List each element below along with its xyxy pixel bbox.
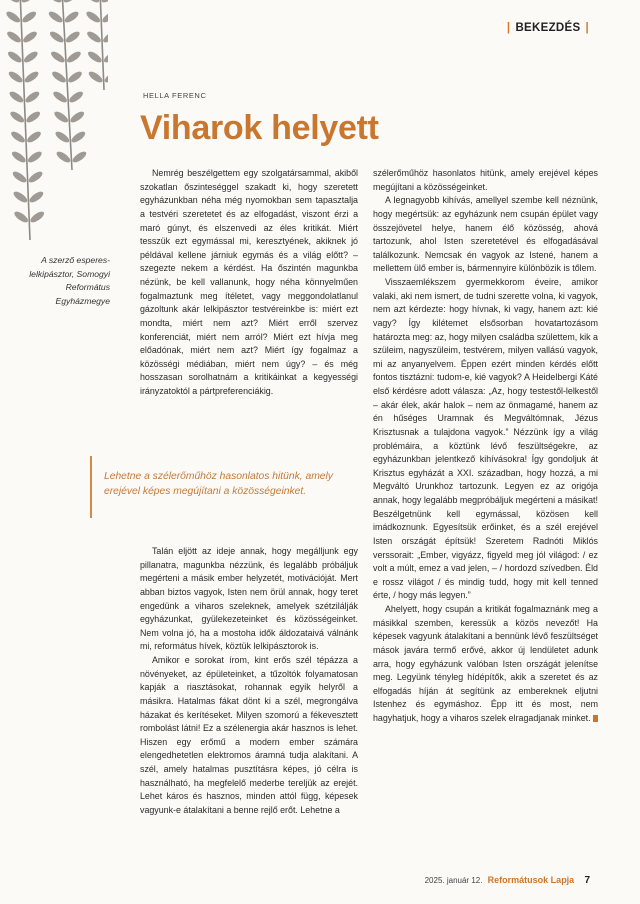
leaf-shape	[69, 110, 86, 125]
leaf-shape	[24, 90, 41, 105]
leaf-shape	[10, 150, 27, 165]
paragraph: szélerőműhöz hasonlatos hitünk, amely erejével képes megújítani a közösségeinket.	[373, 168, 598, 192]
stem	[62, 0, 72, 170]
leaf-shape	[68, 90, 85, 105]
leaf-shape	[86, 50, 103, 65]
leaf-shape	[85, 10, 102, 25]
leaf-shape	[71, 150, 88, 165]
leaf-shape	[64, 30, 81, 45]
leaf-shape	[70, 130, 87, 145]
leaf-shape	[85, 30, 102, 45]
leaf-shape	[26, 150, 43, 165]
leaf-shape	[9, 110, 26, 125]
publication-name: Reformátusok Lapja	[487, 875, 575, 885]
leaf-shape	[21, 10, 38, 25]
leaf-shape	[46, 0, 63, 4]
tag-bar-right: |	[585, 22, 589, 34]
leaf-shape	[12, 190, 29, 205]
leaf-shape	[25, 130, 42, 145]
page-footer	[425, 875, 590, 886]
paragraph: Visszaemlékszem gyermekkorom éveire, amikor valaki, aki nem ismert, de tudni szerette volna, ki vagyok, nem azt kérdezte: hogy hívnak, ki vagy, hanem azt: kié vagy? Így kilétemet elsősorban hovatartozásom határozta meg: az, hogy milyen családba születtem, kik a szüleim, nagyszüleim, testvérem, milyen vallású vagyok, mi az anyanyelvem. Éppen ezért minden kérdés előtt fontos tisztázni: tudom-e, kié vagyok? A Heidelbergi Káté első kérdésre adott válasza: „Az, hogy testestől-lelkestől – akár élek, akár halok – nem az önmagamé, hanem az én hűséges Uramnak és Megváltómnak, Jézus Krisztusnak a tulajdona vagyok.” Nézzünk így a világ problémáira, a köztünk lévő feszültségekre, az egyházunkban jelentkező kihívásokra! Így gondoljuk át Krisztus egyházát a XXI. században, hogy hozzá, a mi Megváltó Urunkhoz tartozunk. Legyen ez az origója annak, hogy legalább megpróbáljuk megérteni a másikat! Beszélgetnünk kell egymással, közösen kell imádkoznunk. Egyesítsük erőinket, és a szél erejével Isten országát építsük! Szeretem Radnóti Miklós verssorait: „Ember, vigyázz, figyeld meg jól világod: / ez volt a múlt, emez a vad jelen, – / hordozd szívedben. Éld e rossz világot / és mindig tudd, hogy mit kell tenned érte, / hogy más legyen.”	[373, 277, 598, 601]
paragraph-last	[373, 603, 598, 726]
section-label: BEKEZDÉS	[515, 22, 581, 34]
leaf-shape	[28, 190, 45, 205]
leaf-shape	[11, 170, 28, 185]
article-title: Viharok helyett	[140, 109, 379, 147]
tag-bar-left: |	[506, 22, 511, 34]
leaf-shape	[49, 50, 66, 65]
leaf-shape	[55, 150, 72, 165]
leaf-shape	[9, 130, 26, 145]
leaf-ornament	[0, 0, 108, 240]
author-caption: A szerző esperes-lelkipásztor, Somogyi Református Egyházmegye	[29, 255, 110, 306]
leaf-shape	[63, 10, 80, 25]
paragraph: A legnagyobb kihívás, amellyel szembe kell néznünk, hogy megértsük: az egyházunk nem csupán épület vagy összejövetel helye, hanem élő közösség, ahová tartozunk, ahol Isten szeretetével és elfogadásával találkozunk. Nemcsak én vagyok az Istené, hanem a mellettem ülő ember is, bármennyire különbözik is tőlem.	[373, 195, 598, 274]
stem	[100, 0, 104, 90]
leaf-shape	[66, 70, 83, 85]
leaf-shape	[21, 30, 38, 45]
paragraph: Talán eljött az ideje annak, hogy megálljunk egy pillanatra, magunkba nézzünk, és legalább próbáljuk megérteni a másik ember helyzetét, motivációját. Mert abban biztos vagyok, Isten nem örül annak, hogy teret engedünk a viharos szeleknek, amelyek szétzilálják egyházunkat, gyülekezeteinket és közösségeinket. Nem volna jó, ha a mostoha idők áldozataivá válnánk mi, református hívek, köztük lelkipásztorok is.	[140, 546, 358, 652]
leaf-shape	[23, 70, 40, 85]
leaf-shape	[4, 0, 21, 4]
leaf-shape	[22, 50, 39, 65]
leaf-shape	[47, 10, 64, 25]
leaf-shape	[6, 50, 23, 65]
leaf-shape	[20, 0, 37, 4]
section-tag	[502, 22, 594, 34]
leaf-shape	[53, 110, 70, 125]
page-number: 7	[584, 875, 590, 886]
paragraph: Amikor e sorokat írom, kint erős szél tépázza a növényeket, az épületeinket, a tűzoltók folyamatosan kapják a riasztásokat, rohannak egyik helyről a másikra. Hatalmas fákat dönt ki a szél, megrongálva házakat és kerítéseket. Milyen szomorú a fékevesztett rombolást látni! Ez a szélenergia akár hasznos is lehet. Hiszen egy erőmű a modern ember számára elengedhetetlen elektromos áramná tudja alakítani. A szél, amely hatalmas pusztításra képes, jó célra is használható, ha megfelelő mederbe tereljük az erejét. Lehet káros és hasznos, minden attól függ, képesek vagyunk-e átalakítani a benne rejlő erőt. Lehetne a	[140, 655, 358, 815]
leaf-shape	[54, 130, 71, 145]
leaf-shape	[7, 70, 24, 85]
issue-date: 2025. január 12.	[424, 876, 483, 885]
leaf-shape	[8, 90, 25, 105]
leaf-shape	[87, 70, 104, 85]
pull-quote-text: Lehetne a szélerőműhöz hasonlatos hitünk, amely erejével képes megújítani a közösségeinket.	[104, 471, 333, 497]
end-mark-icon	[593, 715, 598, 722]
leaf-shape	[65, 50, 82, 65]
column-1-bottom	[140, 545, 358, 818]
leaf-shape	[25, 110, 42, 125]
pull-quote	[90, 456, 360, 518]
leaf-shape	[50, 70, 67, 85]
leaf-shape	[13, 210, 30, 225]
column-1-top	[140, 167, 358, 399]
leaf-shape	[48, 30, 65, 45]
column-2	[373, 167, 598, 726]
leaf-shape	[62, 0, 79, 4]
quote-rule	[90, 456, 92, 518]
paragraph-text: Ahelyett, hogy csupán a kritikát fogalmaznánk meg a másikkal szemben, keressük a közös nevezőt! Ha képesek vagyunk átalakítani a bennünk lévő feszültséget mások javára termő erővé, akkor új lendületet adunk arra, hogy egyházunk valóban Isten országát jelenítse meg. Legyünk tényleg hídépítők, akik a szeretet és az elfogadás híján át segítünk az embereknek eljutni Istenhez és egymáshoz. Épp itt és most, nem hagyhatjuk, hogy a viharos szelek elragadjanak minket.	[373, 604, 598, 723]
paragraph: Nemrég beszélgettem egy szolgatársammal, akiből szokatlan őszinteséggel szakadt ki, hogy szeretett egyházunkban néha még nyomokban sem tapasztalja a testvéri szeretetet és az elfogadást, viszont érzi a maró gúnyt, és elszenvedi az éles kritikát. Miért tesszük ezt egymással mi, keresztyének, akiknek jó példával kellene járniuk egymás és a világ előtt? – szegezte nekem a kérdést. Ha őszintén magunkba nézünk, be kell vallanunk, hogy néha könnyelműen fogalmaztunk meg ítéletet, vagy meggondolatlanul gázoltunk akár lelkipásztor testvéreinkbe is: miért ezt mondta, miért nem azt? Miért erről szervez konferenciát, miért nem arról? Miért ezt hívja meg előadónak, miért nem azt? Miért így fogalmaz a közösségi médiában, miért nem úgy? – és még hosszasan sorolhatnám a kritikáinkat a kegyességi irányzatoktól a pártpreferenciákig.	[140, 168, 358, 396]
leaf-shape	[84, 0, 101, 4]
leaf-shape	[5, 10, 22, 25]
author-name: HELLA FERENC	[143, 91, 207, 100]
leaf-shape	[52, 90, 69, 105]
leaf-shape	[29, 210, 46, 225]
leaf-shape	[5, 30, 22, 45]
leaf-shape	[27, 170, 44, 185]
